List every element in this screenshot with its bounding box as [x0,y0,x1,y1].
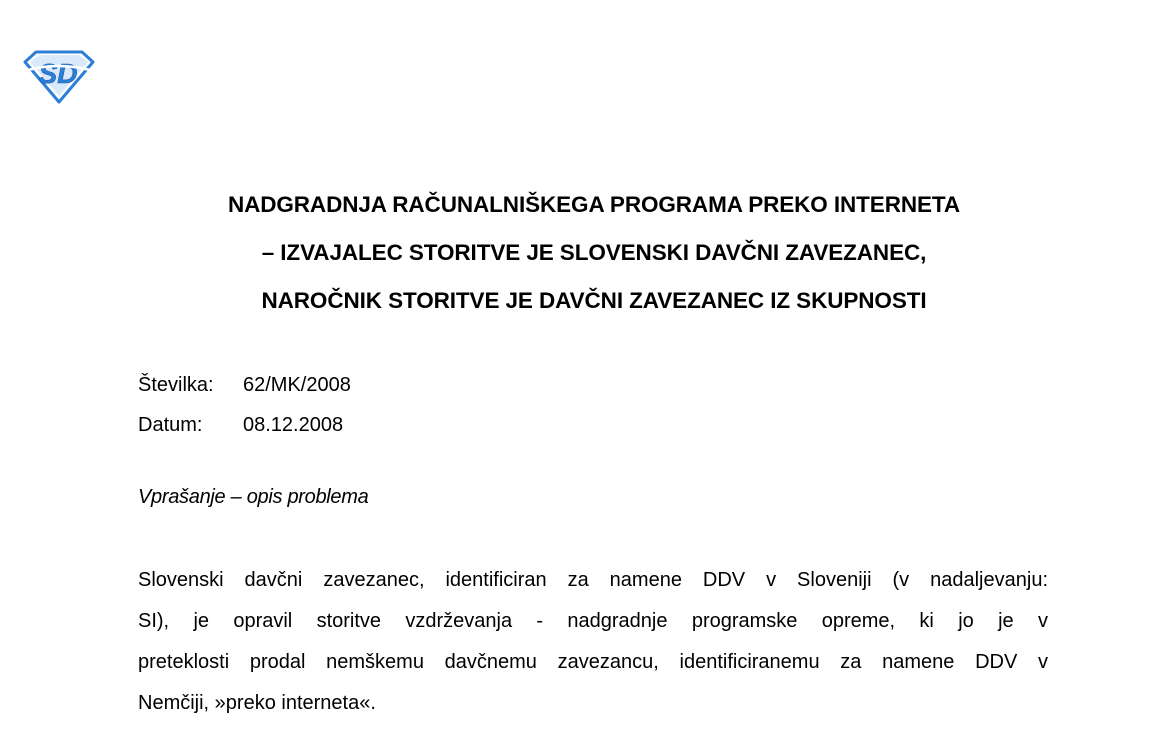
title-line-2: – IZVAJALEC STORITVE JE SLOVENSKI DAVČNI ZAVEZANEC, [261,240,927,265]
date-value: 08.12.2008 [243,414,344,436]
document-meta [138,365,351,445]
number-value: 62/MK/2008 [243,374,351,396]
section-heading: Vprašanje – opis problema [138,486,369,508]
body-line-1: Slovenski davčni zavezanec, identificiran za namene DDV v Sloveniji (v nadaljevanju: [138,569,1048,591]
number-label: Številka: [138,374,214,396]
sd-logo [22,48,96,104]
body-paragraph [138,560,1048,724]
logo-lettering: SD [38,58,78,89]
shield-logo-icon [22,48,96,104]
title-line-3: NAROČNIK STORITVE JE DAVČNI ZAVEZANEC IZ SKUPNOSTI [261,288,927,313]
date-label: Datum: [138,414,203,436]
title-line-1: NADGRADNJA RAČUNALNIŠKEGA PROGRAMA PREKO INTERNETA [227,192,961,217]
meta-date-row [138,405,351,445]
document-title [100,181,1088,325]
body-line-2: SI), je opravil storitve vzdrževanja - nadgradnje programske opreme, ki jo je v [138,610,1048,632]
body-line-4: Nemčiji, »preko interneta«. [138,692,376,714]
body-line-3: preteklosti prodal nemškemu davčnemu zavezancu, identificiranemu za namene DDV v [138,651,1048,673]
meta-number-row [138,365,351,405]
